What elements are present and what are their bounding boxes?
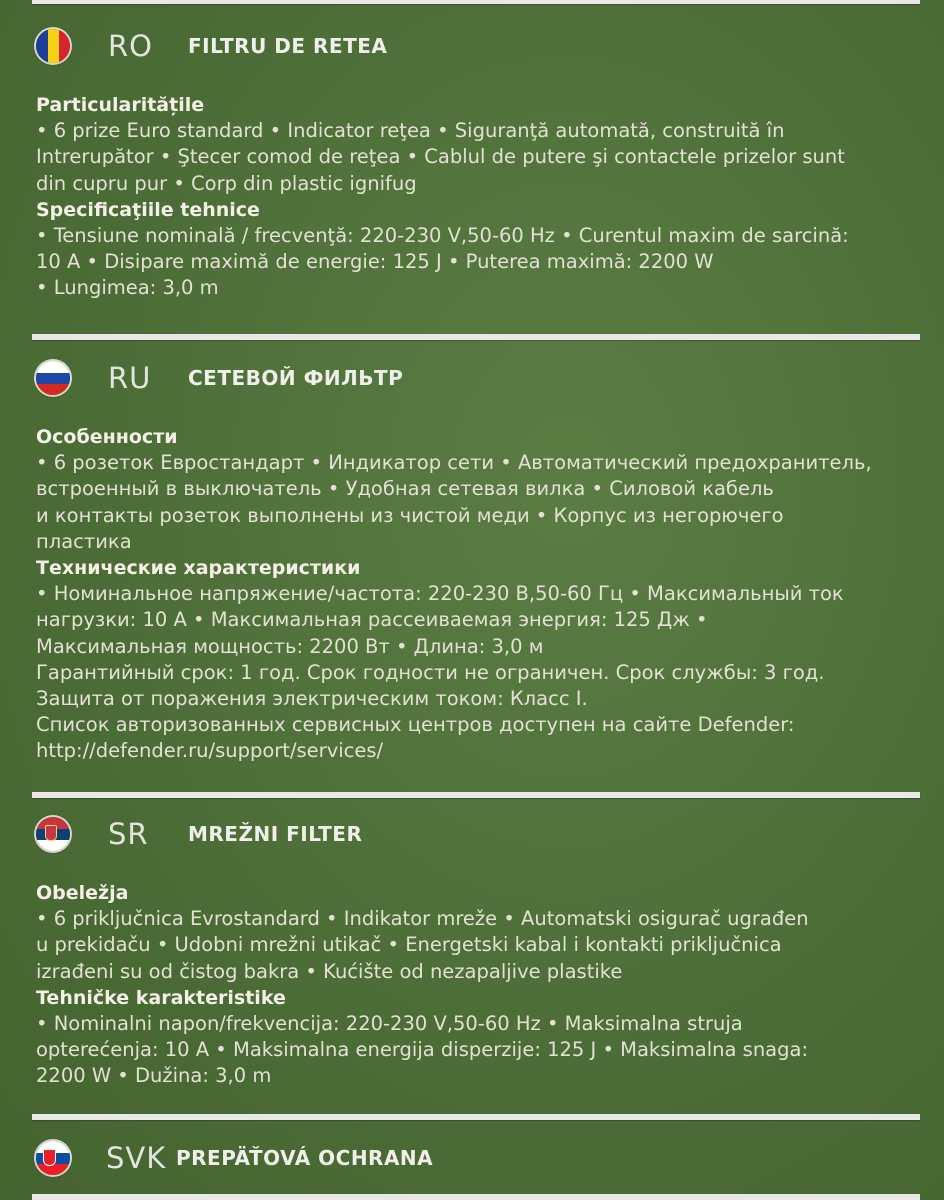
features-line: • 6 prize Euro standard • Indicator reţea • Siguranţă automată, construită în: [36, 119, 785, 143]
specs-line: • Nominalni napon/frekvencija: 220-230 V,50-60 Hz • Maksimalna struja: [36, 1012, 743, 1036]
section-divider: [32, 1114, 920, 1120]
features-line: и контакты розеток выполнены из чистой меди • Корпус из негорючего: [36, 503, 784, 527]
language-code: RU: [108, 361, 152, 395]
specs-line: 10 A • Disipare maximă de energie: 125 J • Puterea maximă: 2200 W: [36, 250, 714, 274]
top-divider: [32, 0, 920, 4]
section-title: MREŽNI FILTER: [188, 822, 363, 846]
section-header-svk: [36, 1136, 433, 1180]
section-title: FILTRU DE RETEA: [188, 34, 388, 58]
specs-line: Список авторизованных сервисных центров доступен на сайте Defender:: [36, 713, 795, 737]
features-line: u prekidaču • Udobni mrežni utikač • Energetski kabal i kontakti priključnica: [36, 933, 782, 957]
features-line: • 6 розеток Евростандарт • Индикатор сети • Автоматический предохранитель,: [36, 451, 872, 475]
specs-line: • Номинальное напряжение/частота: 220-230 В,50-60 Гц • Максимальный ток: [36, 582, 844, 606]
section-header-ru: [36, 356, 403, 400]
language-code: RO: [108, 29, 153, 63]
section-title: PREPÄŤOVÁ OCHRANA: [176, 1146, 434, 1170]
section-divider: [32, 792, 920, 798]
section-title: СЕТЕВОЙ ФИЛЬТР: [188, 366, 404, 390]
specs-line: • Lungimea: 3,0 m: [36, 276, 219, 300]
specs-line: Защита от поражения электрическим током: Класс I.: [36, 687, 588, 711]
specs-heading: Specificaţiile tehnice: [36, 198, 260, 221]
features-heading: Особенности: [36, 426, 178, 448]
support-url: http://defender.ru/support/services/: [36, 739, 384, 763]
features-heading: Obeležja: [36, 882, 129, 904]
specs-line: • Tensiune nominală / frecvenţă: 220-230 V,50-60 Hz • Curentul maxim de sarcină:: [36, 224, 849, 248]
section-body-ro: [36, 92, 914, 302]
serbia-flag-icon: [36, 817, 70, 851]
section-body-ru: [36, 424, 914, 765]
slovakia-flag-icon: [36, 1141, 70, 1175]
section-header-ro: [36, 24, 387, 68]
features-line: Intrerupător • Ştecer comod de reţea • Cablul de putere şi contactele prizelor sunt: [36, 145, 845, 169]
specs-line: Гарантийный срок: 1 год. Срок годности не ограничен. Срок службы: 3 год.: [36, 660, 825, 684]
specs-line: Максимальная мощность: 2200 Вт • Длина: 3,0 м: [36, 634, 544, 658]
features-line: пластика: [36, 529, 132, 553]
features-heading: Particularitățile: [36, 94, 205, 116]
section-body-sr: [36, 880, 914, 1090]
russia-flag-icon: [36, 361, 70, 395]
language-code: SVK: [106, 1141, 167, 1175]
bottom-divider: [32, 1194, 920, 1200]
features-line: встроенный в выключатель • Удобная сетевая вилка • Силовой кабель: [36, 477, 774, 501]
section-divider: [32, 334, 920, 340]
specs-line: 2200 W • Dužina: 3,0 m: [36, 1064, 272, 1088]
specs-line: нагрузки: 10 А • Максимальная рассеиваемая энергия: 125 Дж •: [36, 608, 708, 632]
features-line: izrađeni su od čistog bakra • Kućište od nezapaljive plastike: [36, 959, 623, 983]
romania-flag-icon: [36, 29, 70, 63]
section-header-sr: [36, 812, 362, 856]
specs-line: opterećenja: 10 A • Maksimalna energija disperzije: 125 J • Maksimalna snaga:: [36, 1038, 809, 1062]
specs-heading: Технические характеристики: [36, 557, 361, 580]
language-code: SR: [108, 817, 149, 851]
features-line: din cupru pur • Corp din plastic ignifug: [36, 171, 417, 195]
specs-heading: Tehničke karakteristike: [36, 986, 286, 1009]
features-line: • 6 priključnica Evrostandard • Indikator mreže • Automatski osigurač ugrađen: [36, 907, 809, 931]
